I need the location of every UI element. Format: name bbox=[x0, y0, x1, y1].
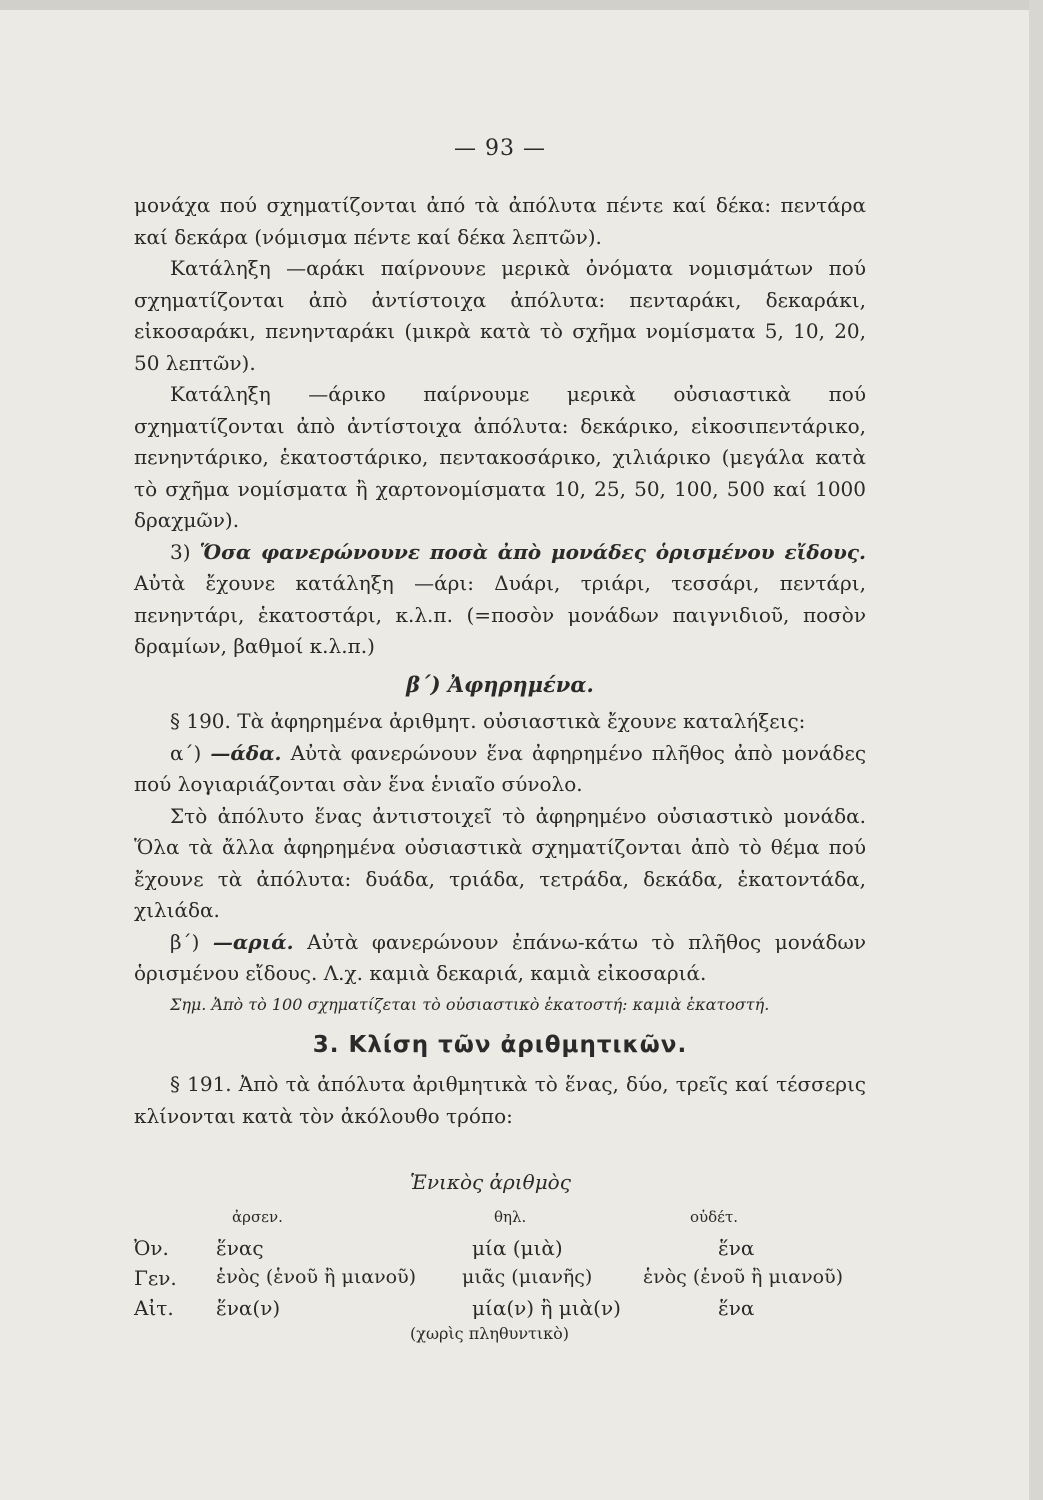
subheading-abstract: β΄) Ἀφηρημένα. bbox=[406, 671, 594, 697]
paragraph-1: μονάχα πού σχηματίζονται ἀπό τὰ ἀπόλυτα πέντε καί δέκα: πεντάρα καί δεκάρα (νόμισμα πέντε καί δέκα λεπτῶν). bbox=[134, 193, 866, 249]
aria-number: β΄) bbox=[170, 929, 200, 954]
aria-text: Αὐτὰ φανερώνουν ἐπάνω-κάτω τὸ πλῆθος μονάδων ὁρισμένου εἴδους. Λ.χ. καμιὰ δεκαριά, καμιὰ εἰκοσαριά. bbox=[134, 929, 866, 985]
paragraph-4 bbox=[134, 537, 866, 663]
paragraph-ada bbox=[134, 738, 866, 801]
paragraph-aria bbox=[134, 927, 866, 990]
p4-bold-term: Ὅσα φανερώνουνε ποσὰ ἀπὸ μονάδες ὁρισμένου εἴδους. bbox=[199, 539, 866, 564]
p4-text: Αὐτὰ ἔχουνε κατάληξη —άρι: Δυάρι, τριάρι, τεσσάρι, πεντάρι, πενηντάρι, ἑκατοστάρι, κ.λ.π. (=ποσὸν μονάδων παιγνιδιοῦ, ποσὸν δραμίων, βαθμοί κ.λ.π.) bbox=[134, 571, 866, 658]
table-title: Ἑνικὸς ἀριθμὸς bbox=[410, 1170, 571, 1194]
paragraph-3: Κατάληξη —άρικο παίρνουμε μερικὰ οὐσιαστικὰ πού σχηματίζονται ἀπὸ ἀντίστοιχα ἀπόλυτα: δεκάρικο, εἰκοσιπεντάρικο, πενηντάρικο, ἑκατοστάρικο, πεντακοσάρικο, χιλιάρικο (μεγάλα κατὰ τὸ σχῆμα νομίσματα ἢ χαρτονομίσματα 10, 25, 50, 100, 500 καί 1000 δραχμῶν). bbox=[134, 382, 866, 532]
ada-bold-term: —άδα. bbox=[210, 740, 282, 765]
table-footnote: (χωρὶς πληθυντικὸ) bbox=[410, 1324, 570, 1343]
paragraph-2: Κατάληξη —αράκι παίρνουνε μερικὰ ὀνόματα νομισμάτων πού σχηματίζονται ἀπὸ ἀντίστοιχα ἀπόλυτα: πενταράκι, δεκαράκι, εἰκοσαράκι, πενηνταράκι (μικρὰ κατὰ τὸ σχῆμα νομίσματα 5, 10, 20, 50 λεπτῶν). bbox=[134, 256, 866, 375]
accusative-neuter: ἕνα bbox=[718, 1296, 755, 1320]
page-edge-top bbox=[0, 0, 1043, 10]
case-nominative: Ὀν. bbox=[134, 1236, 169, 1260]
case-accusative: Αἰτ. bbox=[134, 1296, 174, 1320]
paragraph-monada: Στὸ ἀπόλυτο ἕνας ἀντιστοιχεῖ τὸ ἀφηρημένο οὐσιαστικὸ μονάδα. Ὅλα τὰ ἄλλα ἀφηρημένα οὐσιαστικὰ σχηματίζονται ἀπὸ τὸ θέμα πού ἔχουνε τὰ ἀπόλυτα: δυάδα, τριάδα, τετράδα, δεκάδα, ἑκατοντάδα, χιλιάδα. bbox=[134, 803, 866, 922]
note: Σημ. Ἀπὸ τὸ 100 σχηματίζεται τὸ οὐσιαστικὸ ἑκατοστή: καμιὰ ἑκατοστή. bbox=[170, 994, 770, 1014]
nominative-masculine: ἕνας bbox=[216, 1236, 264, 1260]
column-header-masculine: ἀρσεν. bbox=[232, 1208, 283, 1226]
body-text bbox=[134, 190, 866, 1132]
p4-number: 3) bbox=[170, 539, 191, 564]
nominative-feminine: μία (μιὰ) bbox=[472, 1236, 563, 1260]
nominative-neuter: ἕνα bbox=[718, 1236, 755, 1260]
ada-text: Αὐτὰ φανερώνουν ἕνα ἀφηρημένο πλῆθος ἀπὸ μονάδες πού λογιαριάζονται σὰν ἕνα ἑνιαῖο σύνολο. bbox=[134, 740, 867, 796]
page-number: — 93 — bbox=[454, 136, 546, 161]
page-edge-right bbox=[1029, 0, 1043, 1500]
paragraph-190: § 190. Τὰ ἀφηρημένα ἀριθμητ. οὐσιαστικὰ ἔχουνε καταλήξεις: bbox=[170, 709, 806, 733]
aria-bold-term: —αριά. bbox=[212, 929, 294, 954]
accusative-masculine: ἕνα(ν) bbox=[216, 1296, 281, 1320]
column-header-feminine: θηλ. bbox=[494, 1208, 527, 1226]
ada-number: α΄) bbox=[170, 740, 202, 765]
genitive-masculine: ἑνὸς (ἑνοῦ ἢ μιανοῦ) bbox=[216, 1266, 417, 1288]
accusative-feminine: μία(ν) ἢ μιὰ(ν) bbox=[472, 1296, 621, 1320]
section-heading: 3. Κλίση τῶν ἀριθμητικῶν. bbox=[312, 1031, 688, 1058]
case-genitive: Γεν. bbox=[134, 1266, 177, 1290]
genitive-feminine: μιᾶς (μιανῆς) bbox=[462, 1266, 593, 1288]
column-header-neuter: οὐδέτ. bbox=[690, 1208, 739, 1226]
paragraph-191: § 191. Ἀπὸ τὰ ἀπόλυτα ἀριθμητικὰ τὸ ἕνας, δύο, τρεῖς καί τέσσερις κλίνονται κατὰ τὸν ἀκόλουθο τρόπο: bbox=[134, 1072, 866, 1128]
genitive-neuter: ἑνὸς (ἑνοῦ ἢ μιανοῦ) bbox=[643, 1266, 844, 1288]
